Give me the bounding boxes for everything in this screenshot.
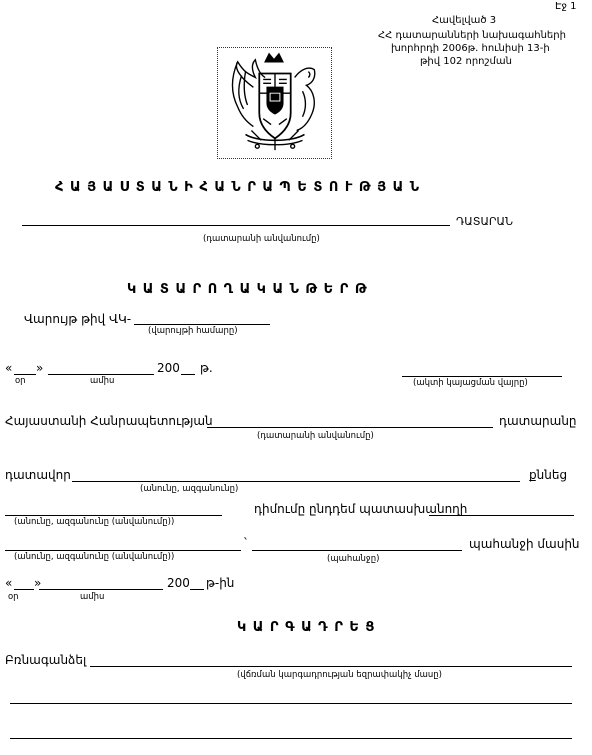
judge-suffix: քննեց xyxy=(529,468,568,482)
case-number-label: Վարույթ թիվ ՎԿ- xyxy=(24,312,132,326)
place-line[interactable] xyxy=(402,376,562,377)
month-caption: ամիս xyxy=(90,376,115,386)
date2-month-line[interactable] xyxy=(39,589,163,590)
case-number-line[interactable] xyxy=(134,324,270,325)
court-caption: (դատարանի անվանումը) xyxy=(257,431,374,441)
document-title: Կ Ա Տ Ա Ր Ո Ղ Ա Կ Ա Ն Թ Ե Ր Թ xyxy=(127,282,368,297)
recover-caption: (վճռման կարգադրության եզրափակիչ մասը) xyxy=(237,670,442,680)
annex-line-2: ՀՀ դատարանների նախագահների xyxy=(378,30,566,41)
date-open-quote: « xyxy=(5,361,13,375)
demand-suffix: պահանջի մասին xyxy=(469,537,580,551)
demand-line[interactable] xyxy=(252,550,462,551)
armenian-coat-of-arms-icon xyxy=(217,47,332,159)
blank-line[interactable] xyxy=(10,738,572,739)
republic-header: Հ Ա Յ Ա Ս Տ Ա Ն Ի Հ Ա Ն Ր Ա Պ Ե Տ Ո Ւ Թ Յ Ա Ն xyxy=(55,180,421,195)
annex-line-1: Հավելված 3 xyxy=(432,15,497,26)
case-number-caption: (վարույթի համարը) xyxy=(148,326,238,336)
date-month-line[interactable] xyxy=(48,374,154,375)
recover-label: Բռնագանձել xyxy=(5,653,87,667)
date2-open-quote: « xyxy=(5,576,13,590)
date2-year: 200 xyxy=(167,576,190,590)
court-prefix: Հայաստանի Հանրապետության xyxy=(5,414,213,428)
claim-text: դիմումը ընդդեմ պատասխանողի xyxy=(254,502,468,516)
comma-mark: ` xyxy=(243,536,249,550)
date-year: 200 xyxy=(157,361,180,375)
date2-year-line[interactable] xyxy=(190,589,204,590)
page-number: Էջ 1 xyxy=(555,1,577,12)
recover-line[interactable] xyxy=(90,666,572,667)
date2-close-quote: » xyxy=(34,576,42,590)
date2-day-line[interactable] xyxy=(14,589,34,590)
defendant-caption: (անունը, ազգանունը (անվանումը)) xyxy=(14,552,175,562)
judge-prefix: դատավոր xyxy=(5,468,71,482)
decision-title: Կ Ա Ր Գ Ա Դ Ր Ե Ց xyxy=(237,620,376,635)
date-suffix: թ. xyxy=(200,361,213,375)
defendant-name-line[interactable] xyxy=(5,550,241,551)
court-name-line[interactable] xyxy=(22,225,450,226)
court-suffix: դատարանը xyxy=(499,414,577,428)
court-word: ԴԱՏԱՐԱՆ xyxy=(456,215,513,228)
demand-caption: (պահանջը) xyxy=(327,554,380,564)
place-caption: (ակտի կայացման վայրը) xyxy=(413,378,528,388)
date-close-quote: » xyxy=(36,361,44,375)
court-name-caption: (դատարանի անվանումը) xyxy=(203,234,320,244)
plaintiff-caption: (անունը, ազգանունը (անվանումը)) xyxy=(14,517,175,527)
annex-line-3: խորհրդի 2006թ. հունիսի 13-ի xyxy=(391,43,550,54)
date2-month-caption: ամիս xyxy=(80,592,105,602)
blank-line[interactable] xyxy=(10,703,572,704)
court-line[interactable] xyxy=(207,427,493,428)
judge-caption: (անունը, ազգանունը) xyxy=(140,484,239,494)
date-day-line[interactable] xyxy=(14,374,36,375)
defendant-line[interactable] xyxy=(429,515,574,516)
date2-day-caption: օր xyxy=(8,592,19,602)
plaintiff-line[interactable] xyxy=(5,515,222,516)
annex-line-4: թիվ 102 որոշման xyxy=(420,56,512,67)
date2-suffix: թ-ին xyxy=(206,576,235,590)
judge-line[interactable] xyxy=(72,481,520,482)
day-caption: օր xyxy=(15,376,26,386)
date-year-line[interactable] xyxy=(181,374,195,375)
